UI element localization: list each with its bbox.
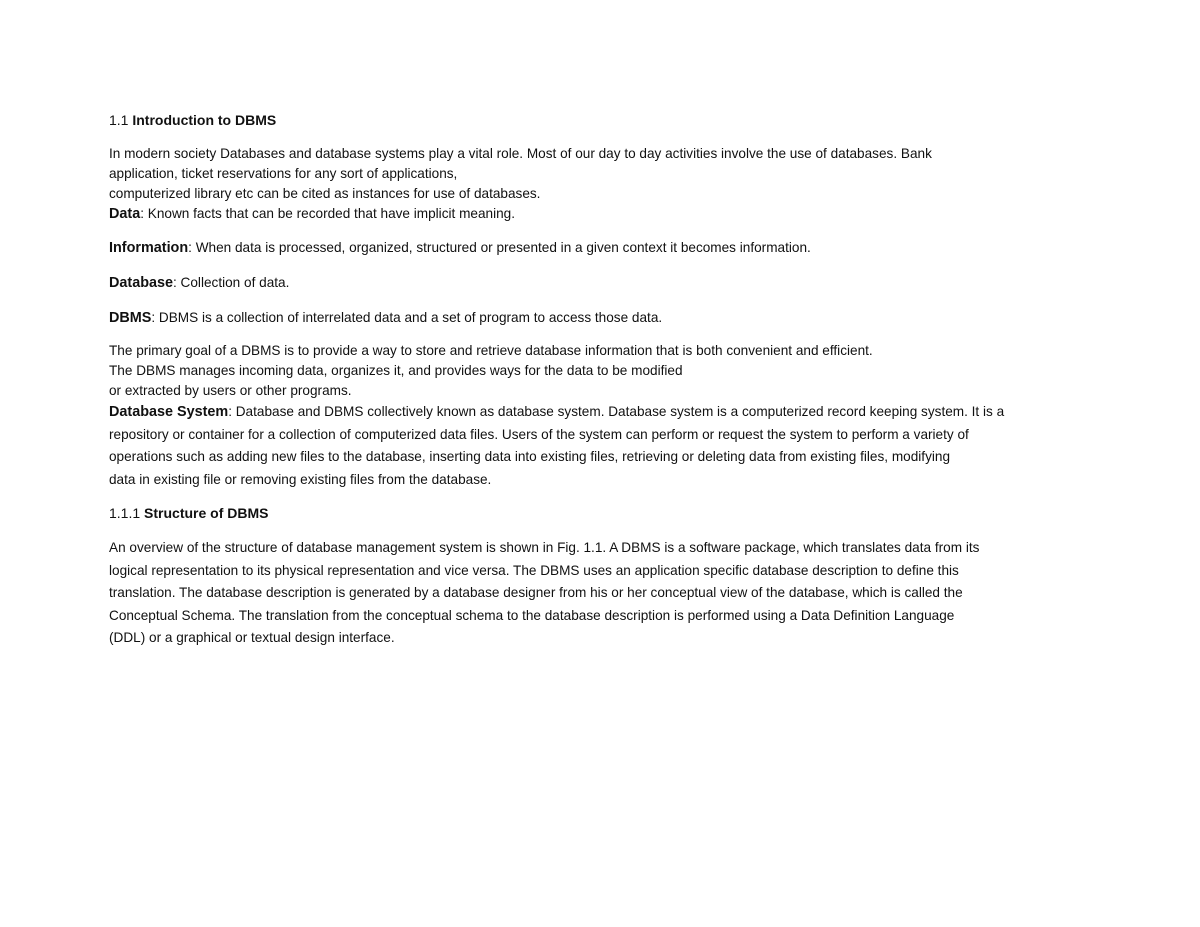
section-title: Structure of DBMS <box>144 505 269 521</box>
definition-text: : DBMS is a collection of interrelated data and a set of program to access those data. <box>151 310 663 325</box>
definition-term: Data <box>109 206 141 222</box>
definition-database-system <box>109 401 1099 491</box>
structure-line-4: Conceptual Schema. The translation from the conceptual schema to the database description is performed using a Data Definition Language <box>109 607 955 623</box>
goal-line-2: The DBMS manages incoming data, organizes it, and provides ways for the data to be modified <box>109 363 683 378</box>
definition-term: Database System <box>109 404 229 420</box>
section-number: 1.1.1 <box>109 505 141 521</box>
intro-line-1: In modern society Databases and database systems play a vital role. Most of our day to day activities involve the use of databases. Bank <box>109 146 932 161</box>
definition-term: DBMS <box>109 310 152 326</box>
goal-paragraph <box>109 341 1099 401</box>
definition-text: : When data is processed, organized, structured or presented in a given context it becomes information. <box>188 240 811 255</box>
definition-text: : Database and DBMS collectively known as database system. Database system is a computerized record keeping system. It is a <box>228 404 1005 419</box>
intro-line-3: computerized library etc can be cited as instances for use of databases. <box>109 186 541 201</box>
intro-line-2: application, ticket reservations for any sort of applications, <box>109 166 458 181</box>
definition-information <box>109 238 1099 258</box>
definition-dbms <box>109 308 1099 328</box>
section-number: 1.1 <box>109 112 129 128</box>
definition-data <box>109 204 1099 224</box>
structure-line-2: logical representation to its physical representation and vice versa. The DBMS uses an application specific database description to define this <box>109 562 959 578</box>
structure-line-1: An overview of the structure of database management system is shown in Fig. 1.1. A DBMS is a software package, which translates data from its <box>109 540 980 555</box>
intro-paragraph <box>109 144 1099 204</box>
definition-text: : Collection of data. <box>173 275 290 290</box>
database-system-line-2: repository or container for a collection of computerized data files. Users of the system can perform or request the system to perform a variety of <box>109 426 969 442</box>
definition-term: Information <box>109 240 189 256</box>
goal-line-3: or extracted by users or other programs. <box>109 383 352 398</box>
document-page <box>109 110 1099 650</box>
section-heading-structure <box>109 503 1099 523</box>
section-title: Introduction to DBMS <box>132 112 277 128</box>
database-system-line-1 <box>109 401 1099 424</box>
structure-line-3: translation. The database description is generated by a database designer from his or her conceptual view of the database, which is called the <box>109 585 963 600</box>
database-system-line-3: operations such as adding new files to the database, inserting data into existing files, retrieving or deleting data from existing files, modifying <box>109 449 951 464</box>
goal-line-1: The primary goal of a DBMS is to provide a way to store and retrieve database information that is both convenient and efficient. <box>109 343 873 358</box>
structure-line-5: (DDL) or a graphical or textual design interface. <box>109 630 395 645</box>
section-heading-introduction <box>109 110 1099 130</box>
structure-paragraph <box>109 537 1099 650</box>
definition-term: Database <box>109 275 173 291</box>
database-system-line-4: data in existing file or removing existing files from the database. <box>109 471 492 487</box>
definition-database <box>109 273 1099 293</box>
definition-text: : Known facts that can be recorded that have implicit meaning. <box>140 206 515 221</box>
